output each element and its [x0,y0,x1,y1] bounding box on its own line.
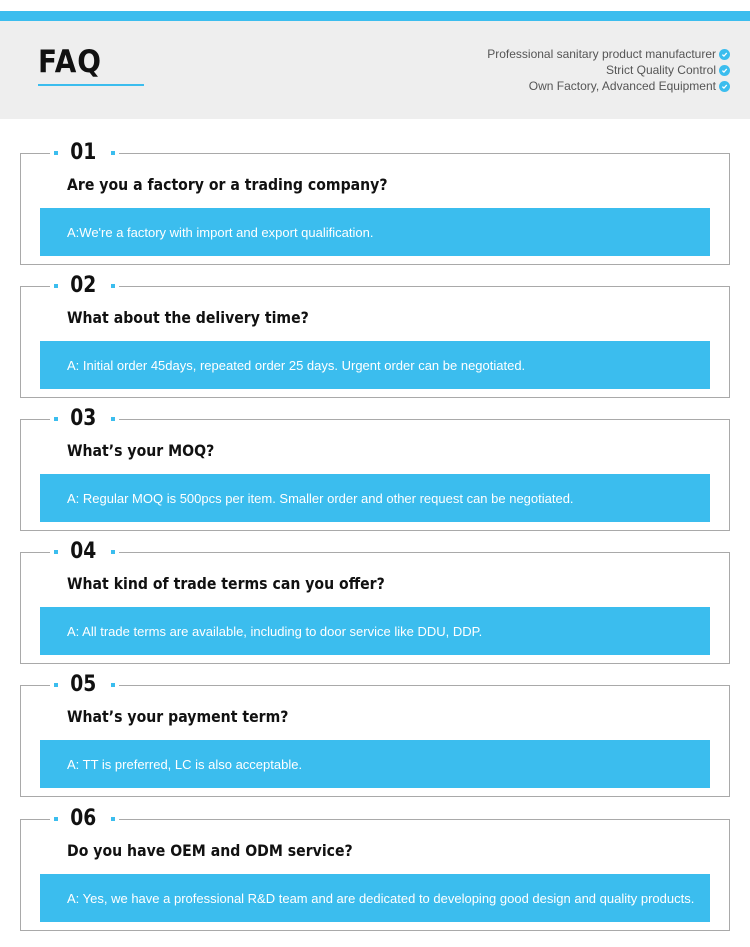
faq-answer-box [40,208,710,256]
faq-card-03 [20,406,730,531]
dot-left [54,284,58,288]
dot-left [54,550,58,554]
faq-answer-box [40,607,710,655]
faq-answer-box [40,740,710,788]
feature-item [330,46,730,62]
check-circle-icon [719,49,730,60]
dot-left [54,817,58,821]
check-circle-icon [719,65,730,76]
faq-number: 02 [70,273,97,298]
faq-card-05 [20,672,730,797]
dot-left [54,417,58,421]
faq-answer: A: All trade terms are available, including to door service like DDU, DDP. [67,623,483,639]
dot-right [111,550,115,554]
faq-answer: A: Regular MOQ is 500pcs per item. Smaller order and other request can be negotiated. [67,490,574,506]
dot-right [111,417,115,421]
dot-left [54,151,58,155]
faq-question: What’s your MOQ? [67,441,215,460]
faq-question: Do you have OEM and ODM service? [67,841,353,860]
faq-card-01 [20,140,730,265]
dot-right [111,817,115,821]
dot-right [111,151,115,155]
faq-answer: A:We're a factory with import and export qualification. [67,224,374,240]
faq-number-badge [50,805,119,833]
faq-number-badge [50,272,119,300]
title-underline [38,84,144,86]
faq-number: 03 [70,406,97,431]
faq-question: What about the delivery time? [67,308,309,327]
feature-text: Strict Quality Control [605,63,716,77]
faq-question: What kind of trade terms can you offer? [67,574,385,593]
feature-list [330,46,730,94]
faq-number: 04 [70,539,97,564]
feature-item [330,62,730,78]
feature-text: Own Factory, Advanced Equipment [528,79,716,93]
faq-answer: A: Yes, we have a professional R&D team and are dedicated to developing good design and quality products. [67,890,695,906]
faq-number: 01 [70,140,97,165]
faq-header [0,21,750,119]
faq-number: 05 [70,672,97,697]
faq-number: 06 [70,806,97,831]
faq-number-badge [50,538,119,566]
faq-card-02 [20,273,730,398]
dot-left [54,683,58,687]
faq-answer-box [40,341,710,389]
faq-number-badge [50,671,119,699]
faq-answer-box [40,874,710,922]
faq-answer: A: TT is preferred, LC is also acceptable. [67,756,303,772]
faq-card-06 [20,806,730,931]
faq-question: Are you a factory or a trading company? [67,175,388,194]
feature-item [330,78,730,94]
check-circle-icon [719,81,730,92]
faq-number-badge [50,405,119,433]
faq-answer-box [40,474,710,522]
dot-right [111,284,115,288]
dot-right [111,683,115,687]
page-title: FAQ [38,44,102,80]
faq-question: What’s your payment term? [67,707,289,726]
faq-answer: A: Initial order 45days, repeated order 25 days. Urgent order can be negotiated. [67,357,526,373]
top-accent-bar [0,11,750,21]
feature-text: Professional sanitary product manufacturer [487,47,716,61]
faq-card-04 [20,539,730,664]
faq-number-badge [50,139,119,167]
